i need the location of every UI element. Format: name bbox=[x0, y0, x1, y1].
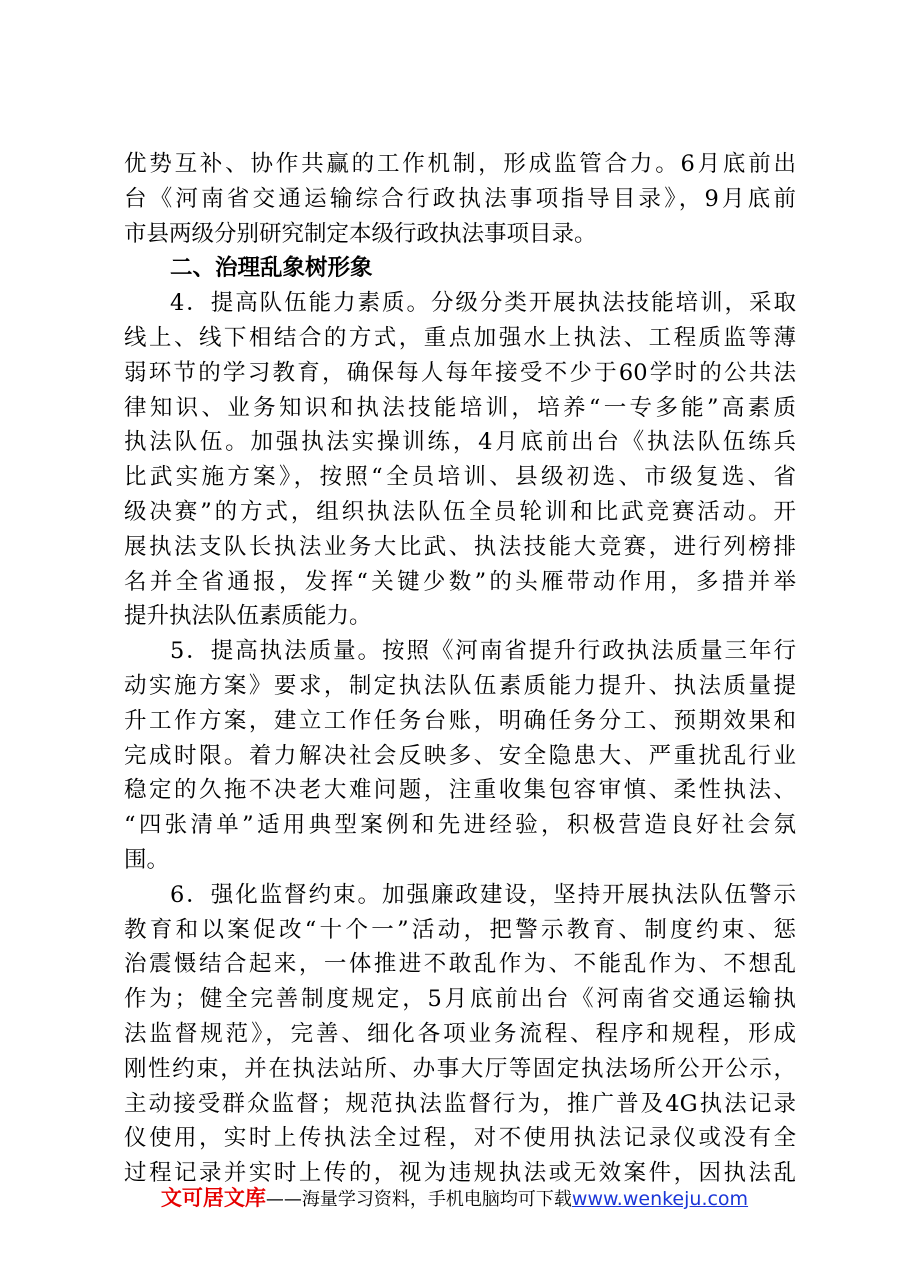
footer-site-link[interactable]: www.wenkeju.com bbox=[571, 1188, 749, 1210]
body-line: 仪使用，实时上传执法全过程，对不使用执法记录仪或没有全 bbox=[124, 1125, 796, 1152]
body-line: 弱环节的学习教育，确保每人每年接受不少于60学时的公共法 bbox=[124, 359, 796, 386]
body-line: 执法队伍。加强执法实操训练，4月底前出台《执法队伍练兵 bbox=[124, 429, 796, 456]
body-line: 治震慑结合起来，一体推进不敢乱作为、不能乱作为、不想乱 bbox=[124, 951, 796, 978]
body-line: 展执法支队长执法业务大比武、执法技能大竞赛，进行列榜排 bbox=[124, 533, 796, 560]
body-line: 4．提高队伍能力素质。分级分类开展执法技能培训，采取 bbox=[170, 290, 796, 317]
body-line: 提升执法队伍素质能力。 bbox=[124, 603, 372, 630]
body-line: 完成时限。着力解决社会反映多、安全隐患大、严重扰乱行业 bbox=[124, 742, 796, 769]
body-line: 围。 bbox=[124, 847, 170, 873]
body-line: 台《河南省交通运输综合行政执法事项指导目录》，9月底前 bbox=[124, 185, 796, 212]
body-line: “四张清单”适用典型案例和先进经验，积极营造良好社会氛 bbox=[124, 812, 796, 839]
body-line: 律知识、业务知识和执法技能培训，培养“一专多能”高素质 bbox=[124, 394, 796, 421]
body-line: 教育和以案促改“十个一”活动，把警示教育、制度约束、惩 bbox=[124, 916, 796, 943]
body-line: 比武实施方案》，按照“全员培训、县级初选、市级复选、省 bbox=[124, 464, 796, 491]
body-line: 法监督规范》，完善、细化各项业务流程、程序和规程，形成 bbox=[124, 1021, 796, 1047]
body-line: 市县两级分别研究制定本级行政执法事项目录。 bbox=[124, 220, 597, 247]
body-line: 升工作方案，建立工作任务台账，明确任务分工、预期效果和 bbox=[124, 707, 796, 734]
footer-tagline: ——海量学习资料，手机电脑均可下载 bbox=[265, 1189, 572, 1210]
body-line: 6．强化监督约束。加强廉政建设，坚持开展执法队伍警示 bbox=[170, 881, 796, 908]
section-heading: 二、治理乱象树形象 bbox=[170, 255, 373, 282]
body-line: 优势互补、协作共赢的工作机制，形成监管合力。6月底前出 bbox=[124, 151, 796, 177]
body-line: 级决赛”的方式，组织执法队伍全员轮训和比武竞赛活动。开 bbox=[124, 499, 796, 525]
body-line: 稳定的久拖不决老大难问题，注重收集包容审慎、柔性执法、 bbox=[124, 777, 796, 804]
body-line: 刚性约束，并在执法站所、办事大厅等固定执法场所公开公示， bbox=[124, 1055, 796, 1082]
body-line: 主动接受群众监督；规范执法监督行为，推广普及4G执法记录 bbox=[124, 1090, 796, 1117]
footer-banner bbox=[0, 1183, 909, 1213]
body-line: 5．提高执法质量。按照《河南省提升行政执法质量三年行 bbox=[170, 638, 796, 665]
footer-brand: 文可居文库 bbox=[160, 1186, 266, 1210]
body-line: 过程记录并实时上传的，视为违规执法或无效案件，因执法乱 bbox=[124, 1160, 796, 1187]
body-line: 线上、线下相结合的方式，重点加强水上执法、工程质监等薄 bbox=[124, 325, 796, 351]
body-line: 名并全省通报，发挥“关键少数”的头雁带动作用，多措并举 bbox=[124, 568, 796, 595]
body-line: 作为；健全完善制度规定，5月底前出台《河南省交通运输执 bbox=[124, 986, 796, 1013]
body-line: 动实施方案》要求，制定执法队伍素质能力提升、执法质量提 bbox=[124, 673, 796, 699]
